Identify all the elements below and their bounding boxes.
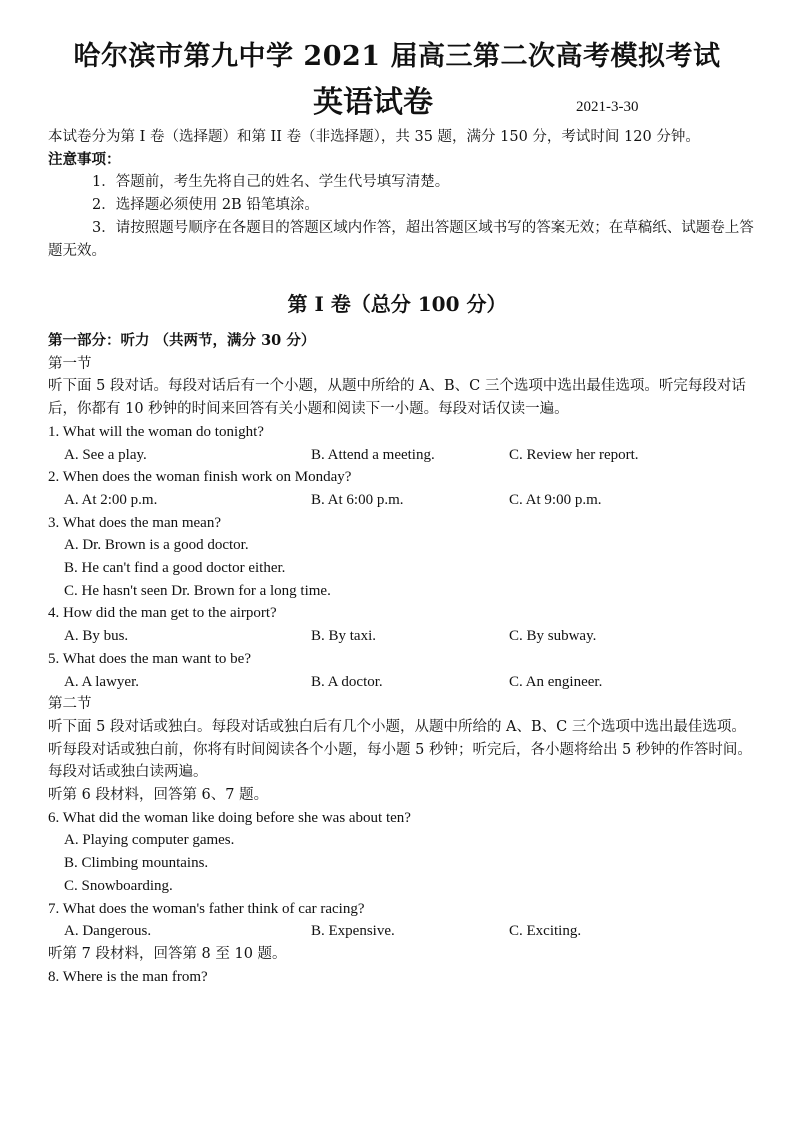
subsection-1-instructions: 听下面 5 段对话。每段对话后有一个小题，从题中所给的 A、B、C 三个选项中选出最佳选项。听完每段对话后，你都有 10 秒钟的时间来回答有关小题和阅读下一小题。每段对话仅读一遍。: [48, 378, 746, 418]
note-2: 2．选择题必须使用 2B 铅笔填涂。: [92, 197, 319, 214]
option-a: A. Playing computer games.: [64, 832, 235, 849]
note-1: 1．答题前，考生先将自己的姓名、学生代号填写清楚。: [92, 174, 450, 191]
option-b: B. By taxi.: [311, 628, 377, 645]
listening-section: [48, 330, 760, 988]
question-5-options: [48, 671, 760, 694]
option-a: A. Dr. Brown is a good doctor.: [64, 537, 249, 554]
question-2-options: [48, 489, 760, 512]
option-a: A. By bus.: [64, 628, 129, 645]
part-heading: 第一部分：听力 （共两节，满分 30 分）: [48, 332, 316, 349]
question-1-options: [48, 444, 760, 467]
option-c: C. Exciting.: [509, 923, 582, 940]
option-c: C. By subway.: [509, 628, 597, 645]
option-b: B. Climbing mountains.: [64, 855, 209, 872]
option-a: A. See a play.: [64, 446, 147, 463]
option-b: B. Expensive.: [311, 923, 395, 940]
option-a: A. A lawyer.: [64, 673, 139, 690]
notes-heading: 注意事项：: [48, 150, 121, 168]
material-7-instruction: 听第 7 段材料，回答第 8 至 10 题。: [48, 945, 287, 962]
exam-date: 2021-3-30: [576, 99, 639, 115]
subsection-2-instructions: 听下面 5 段对话或独白。每段对话或独白后有几个小题，从题中所给的 A、B、C 三个选项中选出最佳选项。听每段对话或独白前，你将有时间阅读各个小题，每小题 5 秒钟；听完后，各小题将给出 5 秒钟的作答时间。每段对话或独白读两遍。: [48, 718, 752, 781]
material-6-instruction: 听第 6 段材料，回答第 6、7 题。: [48, 787, 269, 803]
option-b: B. He can't find a good doctor either.: [64, 560, 286, 576]
question-2: 2. When does the woman finish work on Monday?: [48, 469, 352, 486]
question-6: 6. What did the woman like doing before she was about ten?: [48, 809, 411, 826]
intro-line: 本试卷分为第 I 卷（选择题）和第 II 卷（非选择题），共 35 题，满分 150 分，考试时间 120 分钟。: [48, 129, 700, 145]
note-3: 3．请按照题号顺序在各题目的答题区域内作答，超出答题区域书写的答案无效；在草稿纸、试题卷上答题无效。: [48, 219, 754, 259]
subsection-1-heading: 第一节: [48, 355, 92, 372]
question-8: 8. Where is the man from?: [48, 968, 208, 985]
exam-subtitle: 英语试卷: [313, 85, 433, 120]
option-a: A. Dangerous.: [64, 923, 152, 940]
question-4-options: [48, 625, 760, 648]
option-c: C. Snowboarding.: [64, 877, 173, 894]
option-c: C. Review her report.: [509, 446, 639, 463]
exam-title: 哈尔滨市第九中学 2021 届高三第二次高考模拟考试: [73, 41, 721, 72]
question-5: 5. What does the man want to be?: [48, 650, 251, 667]
option-c: C. At 9:00 p.m.: [509, 491, 602, 508]
option-c: C. He hasn't seen Dr. Brown for a long time.: [64, 582, 331, 599]
option-b: B. At 6:00 p.m.: [311, 491, 404, 508]
option-b: B. Attend a meeting.: [311, 446, 435, 463]
option-c: C. An engineer.: [509, 673, 603, 690]
option-b: B. A doctor.: [311, 673, 383, 690]
question-7: 7. What does the woman's father think of car racing?: [48, 900, 365, 917]
question-7-options: [48, 920, 760, 943]
option-a: A. At 2:00 p.m.: [64, 491, 158, 508]
section-title: 第 I 卷（总分 100 分）: [287, 292, 507, 316]
intro-block: [48, 126, 760, 262]
question-4: 4. How did the man get to the airport?: [48, 605, 277, 622]
subsection-2-heading: 第二节: [48, 696, 92, 713]
question-3: 3. What does the man mean?: [48, 514, 221, 531]
question-1: 1. What will the woman do tonight?: [48, 423, 264, 440]
